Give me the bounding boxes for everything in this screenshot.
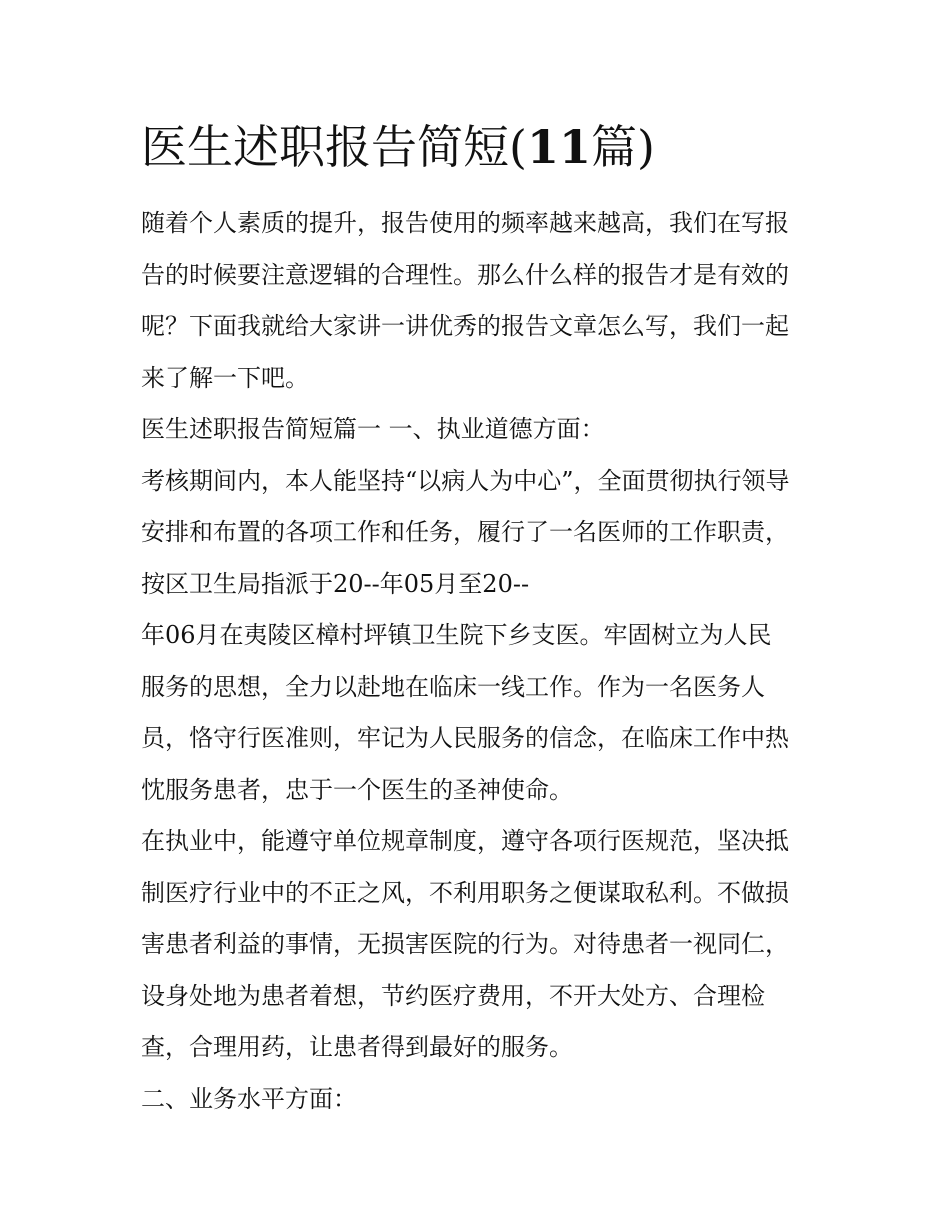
text-line: 呢？下面我就给大家讲一讲优秀的报告文章怎么写，我们一起 bbox=[141, 312, 789, 340]
text-line: 来了解一下吧。 bbox=[141, 363, 309, 392]
text-line: 告的时候要注意逻辑的合理性。那么什么样的报告才是有效的 bbox=[141, 260, 789, 289]
title-suffix: 篇) bbox=[590, 120, 655, 174]
text-line: 年06月在夷陵区樟村坪镇卫生院下乡支医。牢固树立为人民 bbox=[141, 621, 772, 649]
section-heading-2: 二、业务水平方面： bbox=[141, 1084, 357, 1113]
text-line: 随着个人素质的提升，报告使用的频率越来越高，我们在写报 bbox=[141, 209, 789, 237]
text-line: 考核期间内，本人能坚持“以病人为中心”，全面贯彻执行领导 bbox=[141, 466, 790, 495]
text-line: 员，恪守行医准则，牢记为人民服务的信念，在临床工作中热 bbox=[141, 724, 789, 752]
text-line: 按区卫生局指派于20--年05月至20-- bbox=[141, 569, 530, 598]
text-line: 忱服务患者，忠于一个医生的圣神使命。 bbox=[141, 775, 573, 804]
text-line: 害患者利益的事情，无损害医院的行为。对待患者一视同仁， bbox=[141, 930, 789, 958]
title-number: 11 bbox=[526, 120, 591, 174]
text-line: 制医疗行业中的不正之风，不利用职务之便谋取私利。不做损 bbox=[141, 878, 789, 907]
text-line: 服务的思想，全力以赴地在临床一线工作。作为一名医务人 bbox=[141, 672, 765, 701]
text-line: 设身处地为患者着想，节约医疗费用，不开大处方、合理检 bbox=[141, 981, 765, 1010]
text-line: 安排和布置的各项工作和任务，履行了一名医师的工作职责， bbox=[141, 518, 789, 546]
text-line: 在执业中，能遵守单位规章制度，遵守各项行医规范，坚决抵 bbox=[141, 827, 789, 855]
page-title bbox=[141, 112, 655, 182]
section-heading-1: 医生述职报告简短篇一 一、执业道德方面： bbox=[141, 415, 605, 443]
text-line: 查，合理用药，让患者得到最好的服务。 bbox=[141, 1033, 573, 1061]
document-body bbox=[141, 198, 821, 1125]
title-prefix: 医生述职报告简短( bbox=[141, 120, 527, 174]
